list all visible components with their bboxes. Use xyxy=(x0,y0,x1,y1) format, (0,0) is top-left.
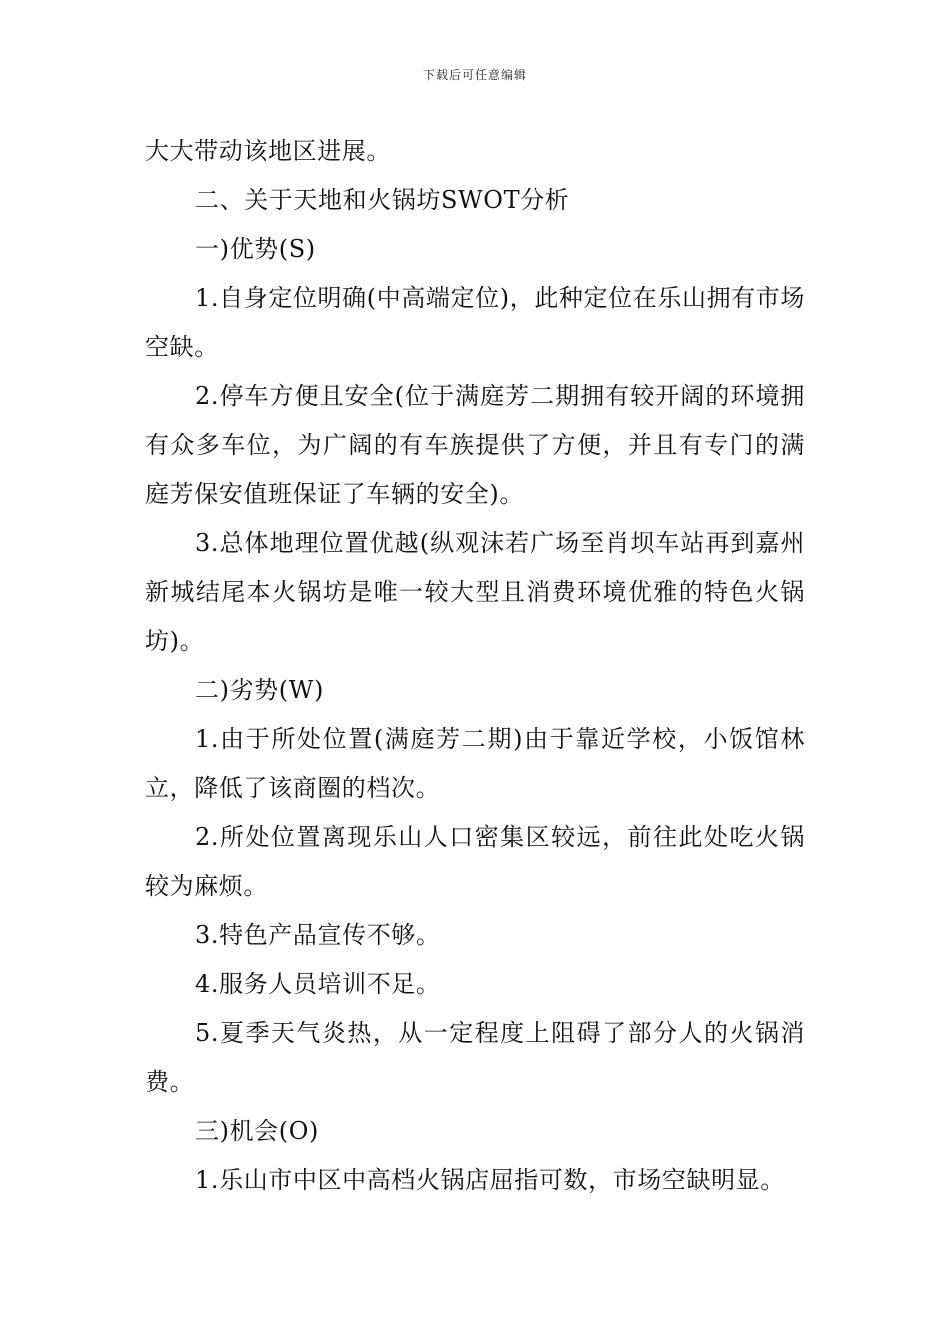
section-heading-swot: 二、关于天地和火锅坊SWOT分析 xyxy=(195,186,570,214)
subheading-strengths: 一)优势(S) xyxy=(195,235,316,263)
paragraph-continuation: 大大带动该地区进展。 xyxy=(145,137,391,165)
subheading-opportunities: 三)机会(O) xyxy=(195,1117,319,1145)
weakness-item-1: 1.由于所处位置(满庭芳二期)由于靠近学校，小饭馆林立，降低了该商圈的档次。 xyxy=(145,725,805,802)
weakness-item-3: 3.特色产品宣传不够。 xyxy=(195,921,441,949)
opportunity-item-1: 1.乐山市中区中高档火锅店屈指可数，市场空缺明显。 xyxy=(195,1166,785,1194)
weakness-item-5: 5.夏季天气炎热，从一定程度上阻碍了部分人的火锅消费。 xyxy=(145,1019,805,1096)
strength-item-3: 3.总体地理位置优越(纵观沫若广场至肖坝车站再到嘉州新城结尾本火锅坊是唯一较大型且消费环境优雅的特色火锅坊)。 xyxy=(145,529,805,655)
weakness-item-4: 4.服务人员培训不足。 xyxy=(195,970,441,998)
strength-item-2: 2.停车方便且安全(位于满庭芳二期拥有较开阔的环境拥有众多车位，为广阔的有车族提供了方便，并且有专门的满庭芳保安值班保证了车辆的安全)。 xyxy=(145,382,805,508)
document-body xyxy=(145,127,805,1205)
weakness-item-2: 2.所处位置离现乐山人口密集区较远，前往此处吃火锅较为麻烦。 xyxy=(145,823,805,900)
strength-item-1: 1.自身定位明确(中高端定位)，此种定位在乐山拥有市场空缺。 xyxy=(145,284,805,361)
subheading-weaknesses: 二)劣势(W) xyxy=(195,676,324,704)
page-header-note: 下载后可任意编辑 xyxy=(422,68,527,82)
